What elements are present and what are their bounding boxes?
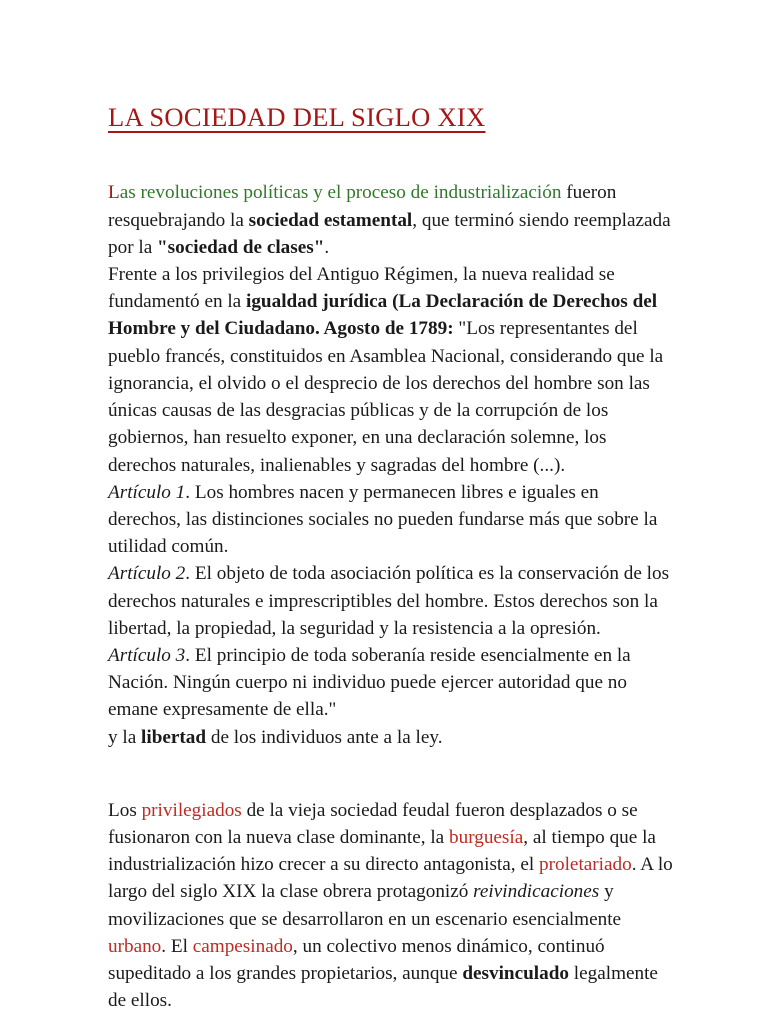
- highlight-revolutions: as revoluciones políticas y el proceso de industrialización: [119, 182, 562, 204]
- closing-line: [108, 724, 674, 751]
- paragraph1-text-3: .: [324, 236, 330, 258]
- paragraph3-text-5: y movilizaciones que se desarrollaron en un escenario esencialmente: [108, 881, 622, 930]
- article-3-text: . El principio de toda soberanía reside esencialmente en la Nación. Ningún cuerpo ni individuo puede ejercer autoridad que no emane expresamente de ella.": [108, 644, 631, 721]
- paragraph-introduction: [108, 132, 674, 261]
- article-1: [108, 479, 674, 561]
- article-1-text: . Los hombres nacen y permanecen libres e iguales en derechos, las distinciones sociales no pueden fundarse más que sobre la utilidad común.: [108, 481, 658, 558]
- article-3: [108, 642, 674, 724]
- highlight-urbano: urbano: [108, 935, 162, 957]
- article-2-text: . El objeto de toda asociación política es la conservación de los derechos naturales e imprescriptibles del hombre. Estos derechos son la libertad, la propiedad, la seguridad y la resistencia a la opresión.: [108, 563, 670, 639]
- paragraph1-text-1: fueron resquebrajando la: [108, 182, 617, 231]
- paragraph1-text-2: , que terminó siendo reemplazada por la: [108, 209, 671, 258]
- paragraph-declaration: [108, 261, 674, 479]
- highlight-proletariado: proletariado: [539, 854, 632, 876]
- bold-sociedad-de-clases: "sociedad de clases": [157, 236, 325, 258]
- bold-desvinculado: desvinculado: [462, 962, 569, 984]
- highlight-campesinado: campesinado: [192, 935, 293, 957]
- document-content: [108, 0, 674, 1014]
- paragraph2-text-2: "Los representantes del pueblo francés, constituidos en Asamblea Nacional, considerando que la ignorancia, el olvido o el desprecio de los derechos del hombre son las únicas causas de las desgracias públicas y de la corrupción de los gobiernos, han resuelto exponer, en una declaración solemne, los derechos naturales, inalienables y sagradas del hombre (...).: [108, 318, 664, 476]
- paragraph2-text-1: Frente a los privilegios del Antiguo Régimen, la nueva realidad se fundamentó en la: [108, 264, 615, 313]
- bold-libertad: libertad: [141, 726, 207, 748]
- paragraph3-text-3: , al tiempo que la industrialización hizo crecer a su directo antagonista, el: [108, 826, 656, 876]
- paragraph3-text-1: Los: [108, 799, 142, 821]
- paragraph3-text-8: legalmente de ellos.: [108, 962, 658, 1012]
- article-2-label: Artículo 2: [108, 563, 186, 585]
- page-title: LA SOCIEDAD DEL SIGLO XIX: [108, 102, 486, 132]
- paragraph3-text-4: . A lo largo del siglo XIX la clase obrera protagonizó: [108, 854, 673, 903]
- paragraph3-text-2: de la vieja sociedad feudal fueron desplazados o se fusionaron con la nueva clase dominante, la: [108, 799, 638, 848]
- bold-declaracion-derechos: igualdad jurídica (La Declaración de Derechos del Hombre y del Ciudadano. Agosto de 1789:: [108, 291, 658, 340]
- highlight-burguesia: burguesía: [449, 826, 524, 848]
- drop-letter: L: [108, 182, 120, 204]
- article-3-label: Artículo 3: [108, 644, 186, 666]
- bold-sociedad-estamental: sociedad estamental: [248, 209, 413, 231]
- italic-reivindicaciones: reivindicaciones: [473, 881, 600, 903]
- article-2: [108, 560, 674, 642]
- highlight-privilegiados: privilegiados: [141, 799, 242, 821]
- paragraph3-text-6: . El: [161, 935, 193, 957]
- article-1-label: Artículo 1: [108, 481, 186, 503]
- closing-text-1: y la: [108, 726, 142, 748]
- paragraph3-text-7: , un colectivo menos dinámico, continuó supeditado a los grandes propietarios, aunque: [108, 935, 605, 984]
- paragraph-social-classes: [108, 751, 674, 1014]
- closing-text-2: de los individuos ante a la ley.: [206, 726, 443, 748]
